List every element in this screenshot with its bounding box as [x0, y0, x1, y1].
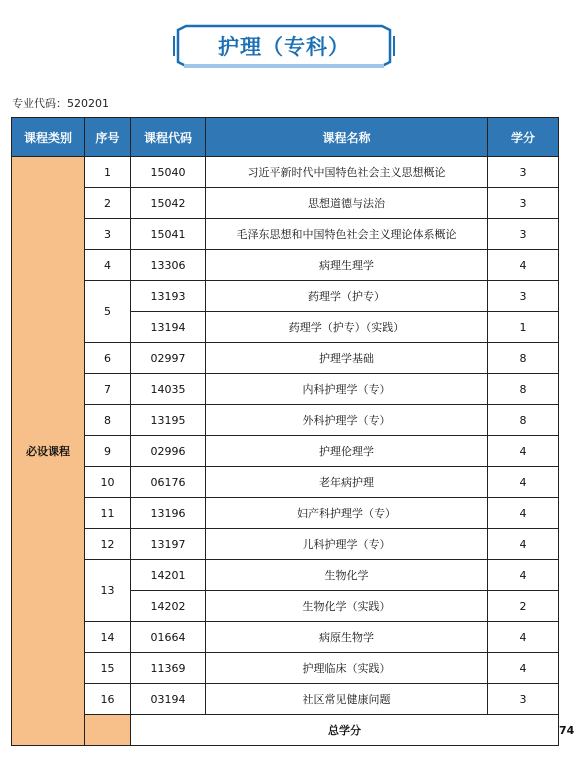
row-credit: 3 [488, 219, 559, 250]
table-row [12, 529, 559, 560]
row-credit: 4 [488, 467, 559, 498]
table-row [12, 405, 559, 436]
table-row [12, 374, 559, 405]
header-course-code: 课程代码 [131, 118, 206, 157]
row-code: 13197 [131, 529, 206, 560]
row-name: 生物化学 [206, 560, 488, 591]
table-row [12, 250, 559, 281]
row-code: 14201 [131, 560, 206, 591]
row-credit: 4 [488, 560, 559, 591]
table-row [12, 684, 559, 715]
row-name: 药理学（护专） [206, 281, 488, 312]
header-credit: 学分 [488, 118, 559, 157]
row-number: 8 [85, 405, 131, 436]
row-credit: 8 [488, 374, 559, 405]
row-credit: 3 [488, 281, 559, 312]
row-credit: 1 [488, 312, 559, 343]
row-code: 02997 [131, 343, 206, 374]
row-name: 妇产科护理学（专） [206, 498, 488, 529]
row-credit: 3 [488, 684, 559, 715]
row-credit: 3 [488, 157, 559, 188]
table-row [12, 281, 559, 312]
table-row [12, 343, 559, 374]
page-title: 护理（专科） [218, 35, 350, 59]
row-code: 11369 [131, 653, 206, 684]
row-code: 14035 [131, 374, 206, 405]
table-row [12, 188, 559, 219]
row-credit: 4 [488, 653, 559, 684]
row-code: 13194 [131, 312, 206, 343]
row-name: 老年病护理 [206, 467, 488, 498]
row-name: 外科护理学（专） [206, 405, 488, 436]
row-credit: 4 [488, 498, 559, 529]
course-table [11, 117, 574, 746]
row-credit: 8 [488, 405, 559, 436]
total-category-cell [85, 715, 131, 746]
table-row [12, 436, 559, 467]
header-category: 课程类别 [12, 118, 85, 157]
table-row [12, 219, 559, 250]
row-name: 儿科护理学（专） [206, 529, 488, 560]
row-number: 2 [85, 188, 131, 219]
row-code: 13193 [131, 281, 206, 312]
row-number: 5 [85, 281, 131, 343]
row-code: 06176 [131, 467, 206, 498]
row-number: 10 [85, 467, 131, 498]
table-row [12, 622, 559, 653]
row-name: 生物化学（实践） [206, 591, 488, 622]
row-code: 03194 [131, 684, 206, 715]
table-row [12, 467, 559, 498]
title-banner [172, 22, 396, 70]
row-name: 护理学基础 [206, 343, 488, 374]
row-code: 13195 [131, 405, 206, 436]
row-code: 15041 [131, 219, 206, 250]
row-number: 14 [85, 622, 131, 653]
row-number: 7 [85, 374, 131, 405]
row-code: 15042 [131, 188, 206, 219]
table-row [12, 560, 559, 591]
row-number: 11 [85, 498, 131, 529]
header-number: 序号 [85, 118, 131, 157]
category-cell: 必设课程 [12, 157, 85, 746]
row-code: 13196 [131, 498, 206, 529]
row-credit: 4 [488, 622, 559, 653]
row-name: 护理临床（实践） [206, 653, 488, 684]
row-credit: 4 [488, 250, 559, 281]
major-code: 专业代码：520201 [12, 97, 109, 110]
total-row: 总学分 74 [12, 715, 559, 746]
row-code: 15040 [131, 157, 206, 188]
row-number: 4 [85, 250, 131, 281]
row-name: 内科护理学（专） [206, 374, 488, 405]
row-credit: 4 [488, 529, 559, 560]
row-name: 习近平新时代中国特色社会主义思想概论 [206, 157, 488, 188]
row-code: 02996 [131, 436, 206, 467]
row-number: 9 [85, 436, 131, 467]
row-code: 13306 [131, 250, 206, 281]
row-credit: 3 [488, 188, 559, 219]
row-number: 16 [85, 684, 131, 715]
row-number: 12 [85, 529, 131, 560]
row-name: 病理生理学 [206, 250, 488, 281]
row-name: 思想道德与法治 [206, 188, 488, 219]
row-name: 护理伦理学 [206, 436, 488, 467]
row-code: 14202 [131, 591, 206, 622]
row-name: 毛泽东思想和中国特色社会主义理论体系概论 [206, 219, 488, 250]
row-number: 6 [85, 343, 131, 374]
row-name: 药理学（护专）（实践） [206, 312, 488, 343]
table-row [12, 498, 559, 529]
table-header-row [12, 118, 559, 157]
row-code: 01664 [131, 622, 206, 653]
table-row [12, 157, 559, 188]
header-course-name: 课程名称 [206, 118, 488, 157]
row-number: 15 [85, 653, 131, 684]
row-credit: 8 [488, 343, 559, 374]
row-number: 3 [85, 219, 131, 250]
row-credit: 2 [488, 591, 559, 622]
row-number: 1 [85, 157, 131, 188]
row-number: 13 [85, 560, 131, 622]
table-row [12, 653, 559, 684]
row-credit: 4 [488, 436, 559, 467]
total-label: 总学分 [131, 715, 559, 746]
row-name: 社区常见健康问题 [206, 684, 488, 715]
row-name: 病原生物学 [206, 622, 488, 653]
